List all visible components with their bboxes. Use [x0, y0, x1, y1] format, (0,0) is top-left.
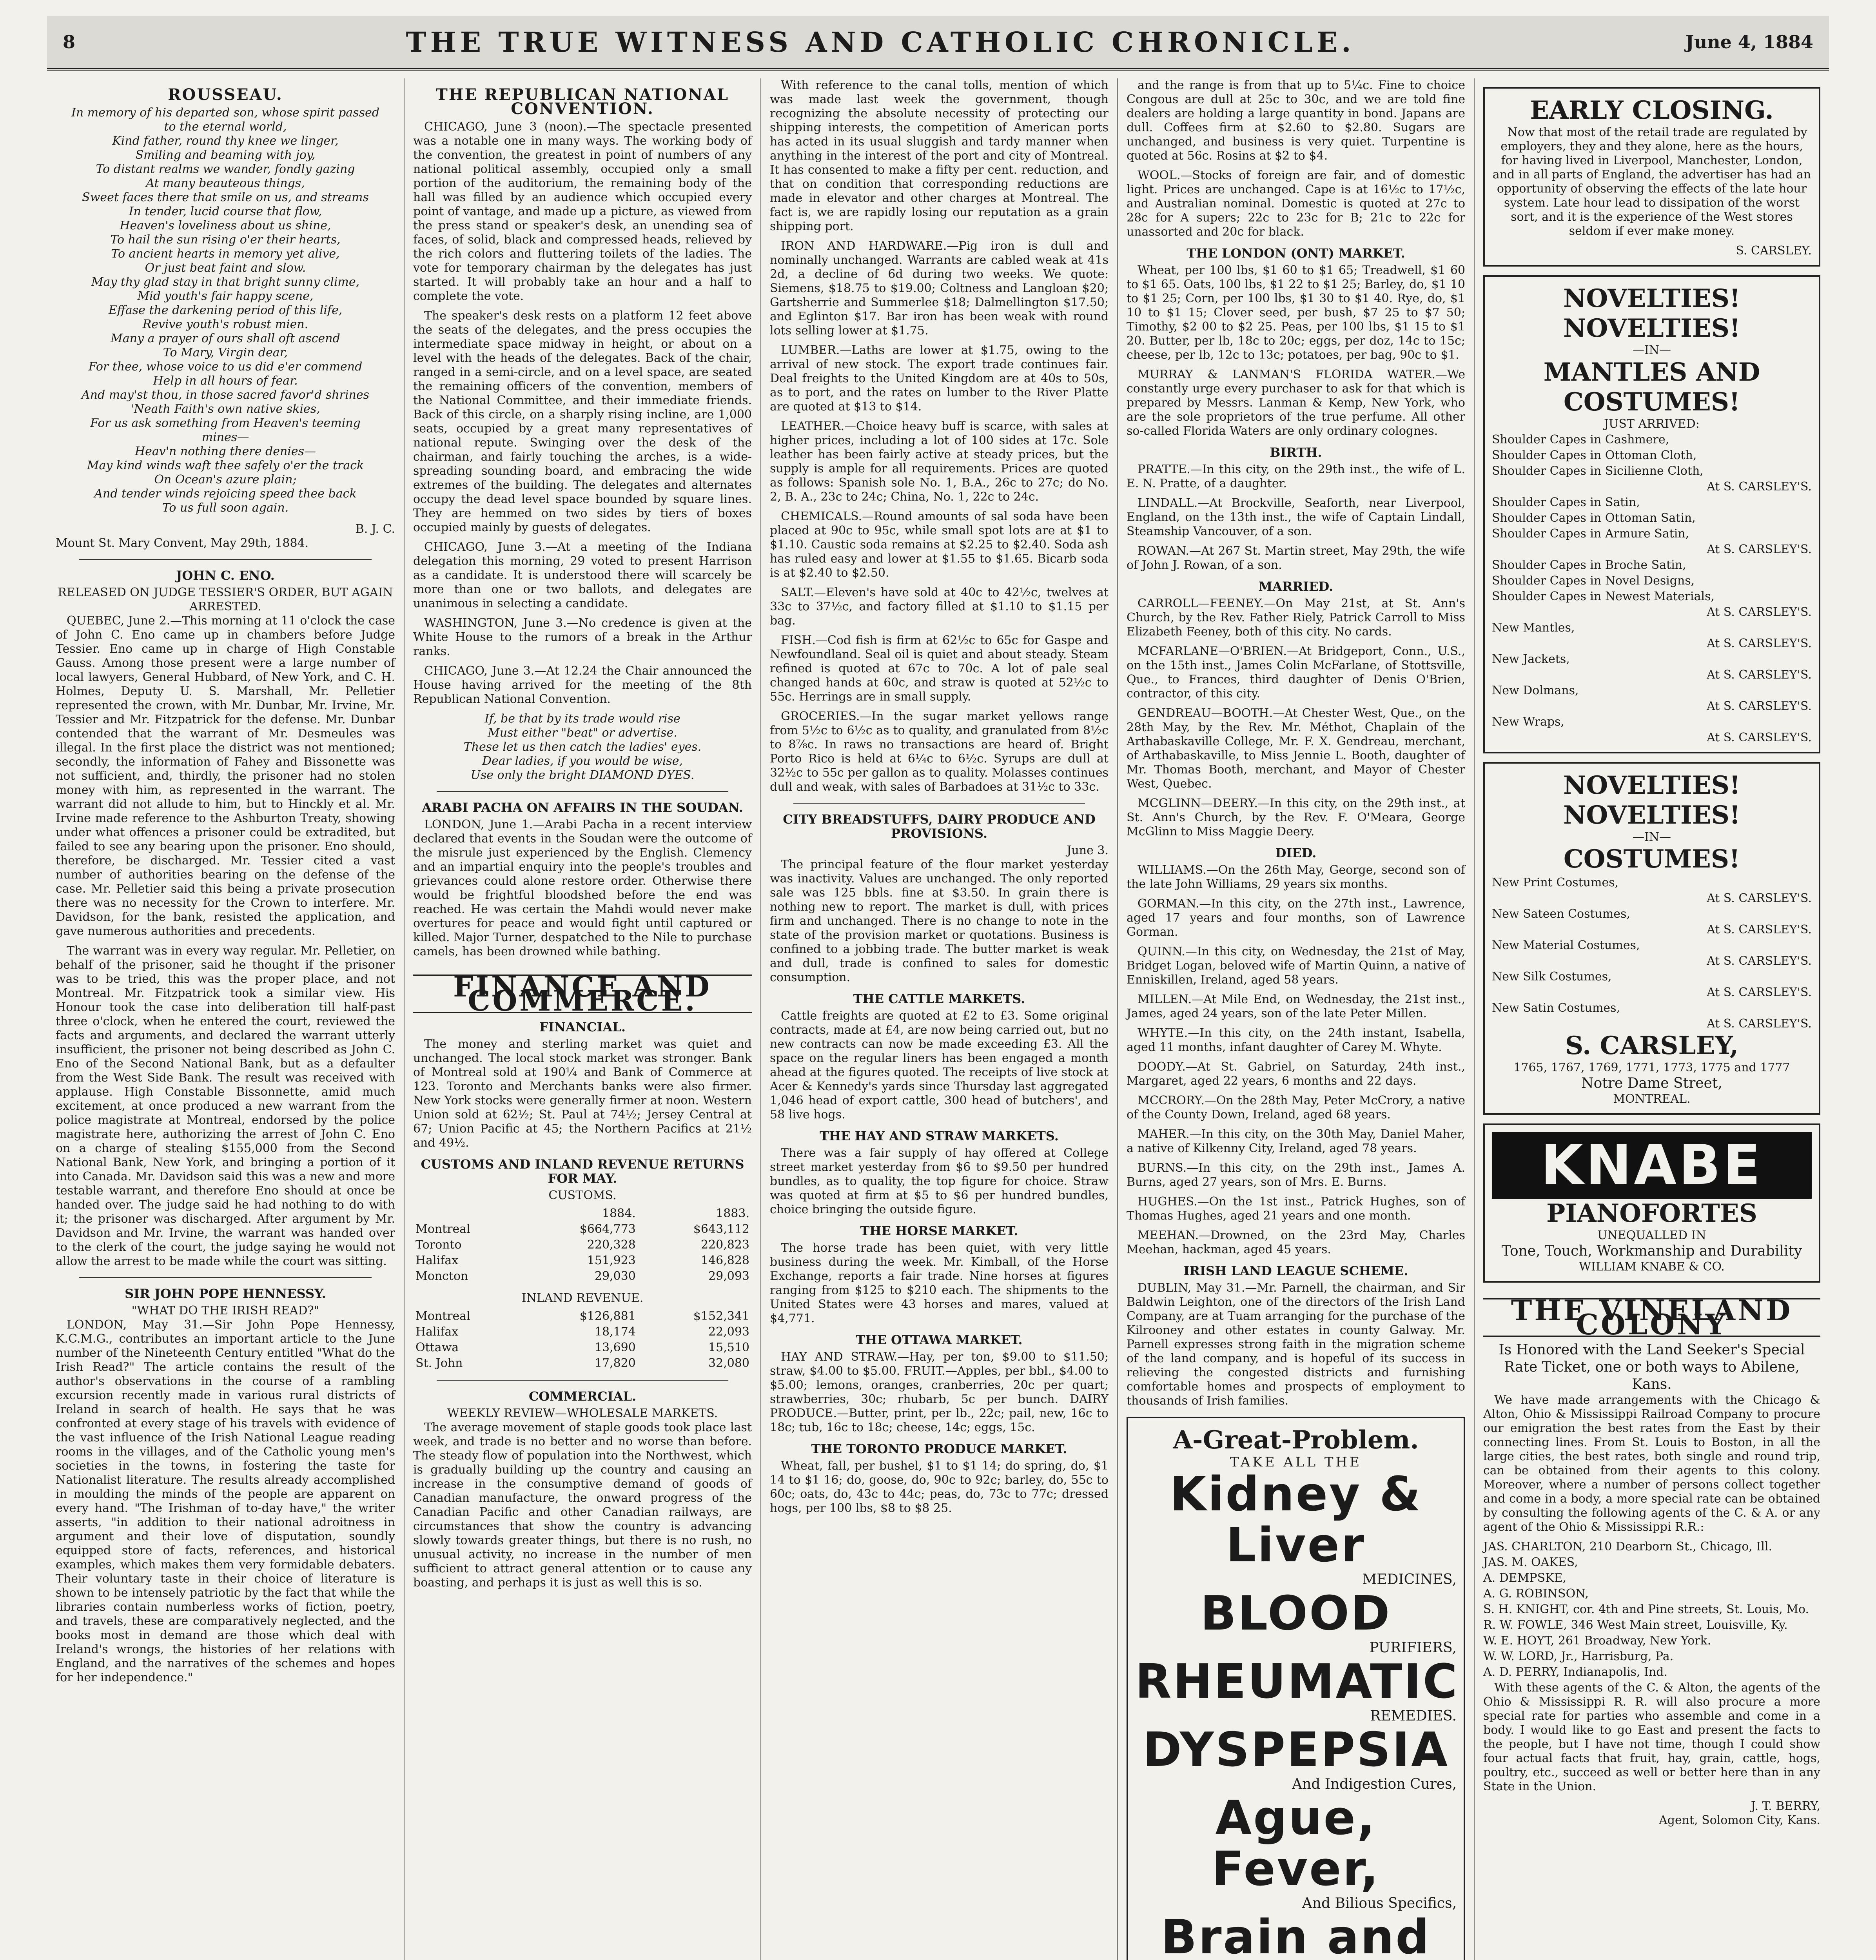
agent-list-item: W. E. HOYT, 261 Broadway, New York. [1483, 1634, 1711, 1648]
vineland-headline: THE VINELAND COLONY [1483, 1298, 1820, 1337]
article-paragraph: FISH.—Cod fish is firm at 62½c to 65c for Gaspe and Newfoundland. Seal oil is quiet and about steady. Steam refined is quoted at 67c to 70c. A lot of pale seal changed hands at 60c, and straw is quoted at 52½c to 55c. Herrings are in small supply. [770, 633, 1109, 704]
ad-line: DYSPEPSIA [1142, 1723, 1449, 1777]
inland-revenue-table [413, 1308, 752, 1371]
death-notice: WILLIAMS.—On the 26th May, George, second son of the late John Williams, 29 years six months. [1127, 863, 1465, 891]
carsley-costumes-ad [1483, 762, 1820, 1115]
list-item: Shoulder Capes in Satin, [1492, 495, 1640, 509]
table-row [413, 1221, 752, 1237]
notice-headline: EARLY CLOSING. [1530, 96, 1774, 125]
list-item: Shoulder Capes in Broche Satin, [1492, 558, 1686, 572]
poem-dateline: Mount St. Mary Convent, May 29th, 1884. [56, 536, 309, 550]
breadstuffs-date: June 3. [1067, 844, 1109, 857]
horse-headline: THE HORSE MARKET. [860, 1223, 1018, 1238]
table-row [413, 1253, 752, 1269]
divider [437, 791, 728, 792]
article-paragraph: LUMBER.—Laths are lower at $1.75, owing to the arrival of new stock. The export trade continues fair. Deal freights to the United Kingdom are at 40s to 50s, as to port, and the rates on lumber to the River Platte are quoted at $13 to $14. [770, 343, 1109, 414]
article-paragraph: Wheat, per 100 lbs, $1 60 to $1 65; Treadwell, $1 60 to $1 65. Oats, 100 lbs, $1 22 to $1 25; Barley, do, $1 10 to $1 25; Corn, per 100 lbs, $1 30 to $1 40. Rye, do, $1 10 to $1 15; Clover seed, per bush, $7 25 to $7 50; Timothy, $2 00 to $2 25. Peas, per 100 lbs, $1 15 to $1 20. Butter, per lb, 18c to 20c; eggs, per doz, 14c to 15c; cheese, per lb, 12c to 13c; potatoes, per bag, 90c to $1. [1127, 263, 1465, 362]
table-cell: 17,820 [594, 1356, 636, 1370]
year-header: 1884. [602, 1207, 636, 1220]
article-paragraph: CHICAGO, June 3.—At a meeting of the Indiana delegation this morning, 29 voted to present Harrison as a candidate. It is understood there will scarcely be more than one or two ballots, and delegates are unanimous in selecting a candidate. [413, 540, 752, 610]
article-subhead-eno: RELEASED ON JUDGE TESSIER'S ORDER, BUT AGAIN ARRESTED. [58, 586, 393, 613]
marriage-notice: GENDREAU—BOOTH.—At Chester West, Que., on the 28th May, by the Rev. Mr. Méthot, Chaplain of the Arthabaskaville College, Mr. F. X. Gendreau, merchant, of Arthabaskaville, to Miss Jennie L. Booth, daughter of Mr. Thomas Booth, merchant, and Mayor of Chester West, Quebec. [1127, 706, 1465, 791]
divider [79, 1277, 372, 1278]
ad-line: Ague, Fever, [1212, 1791, 1380, 1896]
ad-line: PIANOFORTES [1546, 1199, 1757, 1228]
death-notice: DOODY.—At St. Gabriel, on Saturday, 24th inst., Margaret, aged 22 years, 6 months and 22 days. [1127, 1060, 1465, 1088]
knabe-logo: KNABE [1492, 1132, 1812, 1199]
toronto-headline: THE TORONTO PRODUCE MARKET. [811, 1441, 1067, 1456]
table-cell: 220,823 [700, 1238, 749, 1252]
article-paragraph: LEATHER.—Choice heavy buff is scarce, with sales at higher prices, including a lot of 100 sides at 17c. Sole leather has been fairly active at steady prices, but the supply is ample for all requirements. Prices are quoted as follows: Spanish sole No. 1, B.A., 26c to 27c; do No. 2, B. A., 23c to 24c; China, No. 1, 22c to 24c. [770, 419, 1109, 504]
ad-line: PURIFIERS, [1369, 1640, 1457, 1656]
death-notice: MCCRORY.—On the 28th May, Peter McCrory, a native of the County Down, Ireland, aged 68 years. [1127, 1094, 1465, 1122]
commercial-subhead: WEEKLY REVIEW—WHOLESALE MARKETS. [447, 1406, 718, 1420]
list-item: Shoulder Capes in Ottoman Satin, [1492, 511, 1696, 525]
ad-line: At S. CARSLEY'S. [1707, 1017, 1812, 1031]
carsley-address: 1765, 1767, 1769, 1771, 1773, 1775 and 1777 [1513, 1061, 1790, 1074]
article-paragraph: and the range is from that up to 5¼c. Fine to choice Congous are dull at 25c to 30c, and we are told fine dealers are holding a large quantity in bond. Japans are dull. Coffees firm at $2.60 to $2.80. Sugars are unchanged, and business is very quiet. Turpentine is quoted at 56c. Rosins at $2 to $4. [1127, 78, 1465, 163]
article-paragraph: IRON AND HARDWARE.—Pig iron is dull and nominally unchanged. Warrants are cabled weak at 41s 2d, a decline of 6d during two weeks. We quote: Siemens, $18.75 to $19.00; Coltness and Langloan $20; Gartsherrie and Summerlee $18; Dalmellington $17.50; and Eglinton $17. Bar iron has been weak with round lots selling lower at $1.75. [770, 239, 1109, 338]
article-paragraph: CHEMICALS.—Round amounts of sal soda have been placed at 90c to 95c, while small spot lots are at $1 to $1.10. Caustic soda remains at $2.25 to $2.40. Soda ash has ruled easy and lower at $1.55 to $1.65. Bicarb soda is at $2.40 to $2.50. [770, 510, 1109, 580]
carsley-mantles-ad [1483, 275, 1820, 753]
article-paragraph: CHICAGO, June 3.—At 12.24 the Chair announced the House having arrived for the meeting of the 8th Republican National Convention. [413, 664, 752, 706]
article-subhead-hennessy: "WHAT DO THE IRISH READ?" [131, 1304, 319, 1318]
customs-headline: CUSTOMS AND INLAND REVENUE RETURNS FOR MAY. [421, 1157, 744, 1186]
land-league-headline: IRISH LAND LEAGUE SCHEME. [1183, 1263, 1408, 1278]
list-item: Shoulder Capes in Newest Materials, [1492, 590, 1715, 603]
ad-headline: NOVELTIES! NOVELTIES! [1563, 771, 1740, 830]
divider [793, 803, 1085, 804]
vineland-subhead: Is Honored with the Land Seeker's Special Rate Ticket, one or both ways to Abilene, Kans. [1499, 1342, 1805, 1392]
table-cell: Montreal [415, 1222, 470, 1236]
ad-line: BLOOD [1200, 1586, 1392, 1641]
agent-list-item: A. DEMPSKE, [1483, 1571, 1566, 1585]
article-headline-eno: JOHN C. ENO. [176, 568, 275, 583]
ad-line: At S. CARSLEY'S. [1707, 954, 1812, 968]
article-paragraph: QUEBEC, June 2.—This morning at 11 o'clock the case of John C. Eno came up in chambers before Judge Tessier. Eno came up in charge of High Constable Gauss. Among those present were a large number of local lawyers, General Hubbard, of New York, and C. H. Holmes, Deputy U. S. Marshall, Mr. Pelletier represented the crown, with Mr. Dunbar, Mr. Irvine, Mr. Tessier and Mr. Fitzpatrick for the defense. Mr. Dunbar contended that the warrant of Mr. Desmeules was illegal. In the first place the district was not mentioned; secondly, the information of Fahey and Bissonette was not sufficient, and, thirdly, the prisoner had no stolen money with him, as represented in the warrant. The warrant did not allude to him, but to Hinckly et al. Mr. Irvine made reference to the Ashburton Treaty, showing under what offences a prisoner could be extradited, but failed to see any bearing upon the prisoner. Eno should, therefore, be discharged. Mr. Tessier cited a vast number of authorities bearing on the defense of the case. Mr. Pelletier said this being a private prosecution there was no necessity for the Crown to interfere. Mr. Davidson, for the bank, resisted the application, and gave numerous authorities and precedents. [56, 614, 395, 938]
ad-line: At S. CARSLEY'S. [1707, 923, 1812, 936]
agent-list-item: R. W. FOWLE, 346 West Main street, Louisville, Ky. [1483, 1618, 1788, 1632]
hop-bitters-advertisement [1127, 1417, 1465, 1960]
table-cell: 15,510 [708, 1341, 749, 1354]
year-header: 1883. [716, 1207, 749, 1220]
poem-signature: B. J. C. [355, 522, 395, 536]
marriage-notice: MCGLINN—DEERY.—In this city, on the 29th inst., at St. Ann's Church, by the Rev. F. O'Meara, George McGlinn to Miss Maggie Deery. [1127, 797, 1465, 838]
table-cell: $643,112 [693, 1222, 749, 1236]
ad-line: And Bilious Specifics, [1302, 1895, 1457, 1911]
florida-water-notice: MURRAY & LANMAN'S FLORIDA WATER.—We constantly urge every purchaser to ask for that which is prepared by Messrs. Lanman & Kemp, New York, who are the sole proprietors of the true perfume. All other so-called Florida Waters are only ordinary colognes. [1127, 368, 1465, 438]
article-headline-arabi: ARABI PACHA ON AFFAIRS IN THE SOUDAN. [422, 800, 743, 815]
article-paragraph: The speaker's desk rests on a platform 12 feet above the seats of the delegates, and the press occupies the intermediate space midway in height, or about on a level with the heads of the delegates. Back of the chair, ranged in a semi-circle, and on a level space, are seated the remaining officers of the convention, members of the National Committee, and their immediate friends. Back of this circle, on a sharply rising incline, are 1,000 seats, occupied by a great many representatives of national repute. Swinging over the desk of the chairman, and fairly touching the arches, is a wide-spreading sounding board, and embracing the wide extremes of the building. The delegates and alternates occupy the dead level space bounded by square lines. They are hemmed on two sides by tiers of boxes occupied mainly by guests of delegates. [413, 309, 752, 534]
ad-line: RHEUMATIC [1135, 1655, 1459, 1709]
section-header-finance: FINANCE AND COMMERCE. [413, 975, 752, 1013]
list-item: New Material Costumes, [1492, 938, 1640, 952]
death-notice: MAHER.—In this city, on the 30th May, Daniel Maher, a native of Kilkenny City, Ireland, aged 78 years. [1127, 1127, 1465, 1155]
page-columns [47, 78, 1829, 1960]
list-item: Shoulder Capes in Cashmere, [1492, 433, 1669, 446]
divider [79, 559, 372, 560]
subsection-financial: FINANCIAL. [539, 1020, 626, 1034]
ad-line: At S. CARSLEY'S. [1707, 668, 1812, 682]
article-paragraph: The average movement of staple goods took place last week, and trade is no better and no worse than before. The steady flow of population into the Northwest, which is gradually building up the country and causing an increase in the consumptive demand of goods of Canadian manufacture, the onward progress of the Canadian Pacific and other Canadian railways, are circumstances that show the country is advancing slowly towards greater things, but there is no rush, no unusual activity, no increase in the number of men sufficient to attract general attention or to cause any boasting, and perhaps it is just as well this is so. [413, 1421, 752, 1590]
ad-line: At S. CARSLEY'S. [1707, 891, 1812, 905]
article-paragraph: We have made arrangements with the Chicago & Alton, Ohio & Mississippi Railroad Company to procure our emigration the best rates from the East by their connecting lines. From St. Louis to Boston, in all the large cities, the best rates, both single and round trip, can be obtained from their agents to this colony. Moreover, where a number of persons collect together and come in a body, a more special rate can be obtained by consulting the following agents of the C. & A. or any agent of the Ohio & Mississippi R.R.: [1483, 1393, 1820, 1534]
column-2 [404, 78, 760, 1960]
ottawa-headline: THE OTTAWA MARKET. [856, 1332, 1023, 1347]
column-5 [1474, 78, 1829, 1960]
table-row [413, 1308, 752, 1324]
ad-line: TAKE ALL THE [1230, 1454, 1362, 1470]
table-cell: 220,328 [587, 1238, 636, 1252]
ad-line: At S. CARSLEY'S. [1707, 731, 1812, 744]
ad-line: Kidney & Liver [1170, 1467, 1422, 1573]
births-headline: BIRTH. [1270, 445, 1322, 460]
article-headline-hennessy: SIR JOHN POPE HENNESSY. [125, 1286, 326, 1301]
death-notice: QUINN.—In this city, on Wednesday, the 21st of May, Bridget Logan, beloved wife of Martin Quinn, a native of Enniskillen, Ireland, aged 58 years. [1127, 945, 1465, 987]
article-paragraph: The warrant was in every way regular. Mr. Pelletier, on behalf of the prisoner, said he thought if the prisoner was to be tried, this was the proper place, and not Montreal. Mr. Fitzpatrick took a similar view. His Honour took the case into deliberation till half-past three o'clock, when he entered the court, reviewed the facts and arguments, and declared the warrant utterly insufficient, the prisoner not being described as John C. Eno of the Second National Bank, but as a defaulter from the West Side Bank. The result was received with applause. High Constable Bissonnette, amid much excitement, at once produced a new warrant from the police magistrate at Montreal, endorsed by the police magistrate here, authorizing the arrest of John C. Eno on a charge of stealing $155,000 from the Second National Bank, New York, and bringing a portion of it into Canada. Mr. Davidson said this was a new and more testable warrant, and therefore Eno should at once be handed over. The judge said he had nothing to do with it; the prisoner was discharged. After argument by Mr. Davidson and Mr. Irvine, the warrant was handed over to the clerk of the court, the judge saying he would not allow the arrest to be made while the court was sitting. [56, 944, 395, 1268]
ad-line: —IN— [1632, 343, 1671, 357]
article-paragraph: WASHINGTON, June 3.—No credence is given at the White House to the rumors of a break in the Arthur ranks. [413, 616, 752, 658]
article-headline-convention: THE REPUBLICAN NATIONAL CONVENTION. [435, 85, 729, 118]
list-item: New Print Costumes, [1492, 876, 1619, 889]
notice-signature: S. CARSLEY. [1736, 244, 1812, 258]
page-number: 8 [63, 31, 76, 53]
table-cell: 18,174 [594, 1325, 636, 1339]
marriage-notice: CARROLL—FEENEY.—On May 21st, at St. Ann's Church, by the Rev. Father Riely, Patrick Carroll to Miss Elizabeth Feeney, both of this city. No cards. [1127, 597, 1465, 639]
section-header-commercial: COMMERCIAL. [528, 1389, 637, 1404]
list-item: Shoulder Capes in Sicilienne Cloth, [1492, 464, 1704, 478]
article-paragraph: LONDON, June 1.—Arabi Pacha in a recent interview declared that events in the Soudan were the outcome of the misrule just experienced by the English. Clemency and an impartial enquiry into the people's troubles and grievances could alone restore order. Otherwise there would be frightful bloodshed before the end was reached. He was certain the Mahdi would never make overtures for peace and would fight until captured or killed. Major Turner, despatched to the Nile to purchase camels, has been drowned while bathing. [413, 818, 752, 958]
list-item: Shoulder Capes in Novel Designs, [1492, 574, 1695, 588]
death-notice: BURNS.—In this city, on the 29th inst., James A. Burns, aged 27 years, son of Mrs. E. Burns. [1127, 1161, 1465, 1189]
ad-headline: A-Great-Problem. [1173, 1425, 1419, 1455]
table-cell: St. John [415, 1356, 463, 1370]
ad-line: At S. CARSLEY'S. [1707, 480, 1812, 494]
carsley-name: S. CARSLEY, [1565, 1031, 1738, 1060]
article-paragraph: WOOL.—Stocks of foreign are fair, and of domestic light. Prices are unchanged. Cape is at 16½c to 17½c, and Australian nominal. Domestic is quoted at 27c to 28c for A supers; 22c to 23c for B; 21c to 22c for unassorted and 20c for black. [1127, 169, 1465, 239]
poem-title: ROUSSEAU. [168, 85, 283, 104]
birth-notice: LINDALL.—At Brockville, Seaforth, near Liverpool, England, on the 13th inst., the wife of Captain Lindall, Steamship Vancouver, of a son. [1127, 496, 1465, 538]
article-paragraph: DUBLIN, May 31.—Mr. Parnell, the chairman, and Sir Baldwin Leighton, one of the directors of the Irish Land Company, are at Tuam arranging for the purchase of the Kilrooney and other estates in county Galway. Mr. Parnell expresses strong faith in the migration scheme of the land company, and is hopeful of its success in relieving the congested districts and furnishing comfortable homes and prospects of employment to thousands of Irish families. [1127, 1281, 1465, 1408]
marriage-notice: MCFARLANE—O'BRIEN.—At Bridgeport, Conn., U.S., on the 15th inst., James Colin McFarlane, of Stottsville, Que., to Frances, third daughter of Denis O'Brien, contractor, of this city. [1127, 644, 1465, 701]
list-item: New Mantles, [1492, 621, 1575, 635]
breadstuffs-headline: CITY BREADSTUFFS, DAIRY PRODUCE AND PROVISIONS. [783, 812, 1096, 841]
ad-line: At S. CARSLEY'S. [1707, 985, 1812, 999]
article-paragraph: GROCERIES.—In the sugar market yellows range from 5½c to 6½c as to quality, and granulated from 8½c to 8⅞c. In raws no transactions are heard of. Bright Porto Rico is held at 6¼c to 6½c. Syrups are dull at 32½c to 55c per gallon as to quality. Molasses continues dull and weak, with sales of Barbadoes at 31½c to 33c. [770, 710, 1109, 794]
table-cell: Montreal [415, 1309, 470, 1323]
poem-body: In memory of his departed son, whose spirit passed to the eternal world, Kind father, round thy knee we linger, Smiling and beaming with joy, To distant realms we wander, fondly gazing At many beauteous things, Sweet faces there that smile on us, and streams In tender, lucid course that flow, Heaven's loveliness about us shine, To hail the sun rising o'er their hearts, To ancient hearts in memory yet alive, Or just beat faint and slow. May thy glad stay in that bright sunny clime, Mid youth's fair happy scene, Effase the darkening period of this life, Revive youth's robust mien. Many a prayer of ours shall oft ascend To Mary, Virgin dear, For thee, whose voice to us did e'er commend Help in all hours of fear. And may'st thou, in those sacred favor'd shrines 'Neath Faith's own native skies, For us ask something from Heaven's teeming mines— Heav'n nothing there denies— May kind winds waft thee safely o'er the track On Ocean's azure plain; And tender winds rejoicing speed thee back To us full soon again. [71, 106, 379, 515]
table-cell: 22,093 [708, 1325, 749, 1339]
ad-line: UNEQUALLED IN [1597, 1229, 1706, 1242]
issue-date: June 4, 1884 [1685, 31, 1813, 53]
ad-line: —IN— [1632, 830, 1671, 844]
ad-line: WILLIAM KNABE & CO. [1579, 1260, 1725, 1274]
ad-line: At S. CARSLEY'S. [1707, 637, 1812, 650]
article-paragraph: There was a fair supply of hay offered at College street market yesterday from $6 to $9.50 per hundred bundles, as to quality, the top figure for choice. Straw was quoted at firm at $5 to $6 per hundred bundles, choice bringing the outside figure. [770, 1146, 1109, 1216]
knabe-piano-ad [1483, 1123, 1820, 1283]
list-item: New Dolmans, [1492, 684, 1579, 697]
death-notice: HUGHES.—On the 1st inst., Patrick Hughes, son of Thomas Hughes, aged 21 years and one month. [1127, 1195, 1465, 1223]
signoff-name: J. T. BERRY, [1751, 1799, 1820, 1813]
ad-line: At S. CARSLEY'S. [1707, 605, 1812, 619]
table-row [413, 1340, 752, 1356]
table-cell: 32,080 [708, 1356, 749, 1370]
customs-table [413, 1206, 752, 1284]
inland-subhead: INLAND REVENUE. [521, 1291, 644, 1305]
article-paragraph: HAY AND STRAW.—Hay, per ton, $9.00 to $11.50; straw, $4.00 to $5.00. FRUIT.—Apples, per bbl., $4.00 to $5.00; lemons, oranges, cranberries, 20c per quart; strawberries, 30c; rhubarb, 5c per bunch. DAIRY PRODUCE.—Butter, print, per lb., 22c; pail, new, 16c to 18c; tub, 16c to 18c; cheese, 14c; eggs, 15c. [770, 1350, 1109, 1434]
table-cell: 13,690 [594, 1341, 636, 1354]
article-paragraph: LONDON, May 31.—Sir John Pope Hennessy, K.C.M.G., contributes an important article to the June number of the Nineteenth Century entitled "What do the Irish Read?" The article contains the result of the author's observations in the course of a rambling excursion recently made in various rural districts of Ireland in search of health. He says that he was confronted at every stage of his travels with evidence of the vast influence of the Irish National League reading rooms in the villages, and of the Catholic young men's societies in the towns, in fostering the taste for Nationalist literature. The results already accomplished in moulding the minds of the people are apparent on every hand. "The Irishman of to-day have," the writer asserts, "in addition to their national adroitness in argument and their love of disputation, soundly equipped store of facts, references, and historical examples, which makes them very formidable debaters. Their voluntary taste in their choice of literature is shown to be intensely patriotic by the fact that while the libraries contain numberless works of fiction, poetry, and travels, these are comparatively neglected, and the books most in demand are those which deal with Ireland's wrongs, the histories of her relations with England, and the narratives of the schemes and hopes for her independence." [56, 1318, 395, 1684]
article-paragraph: With these agents of the C. & Alton, the agents of the Ohio & Mississippi R. R. will also procure a more special rate for parties who assemble and come in a body. I would like to go East and present the facts to the people, but I have not time, though I could show four actual facts that fruit, hay, grain, cattle, hogs, poultry, etc., succeed as well or better here than in any State in the Union. [1483, 1681, 1820, 1793]
table-cell: Ottawa [415, 1341, 459, 1354]
ad-line: MEDICINES, [1362, 1572, 1457, 1588]
table-header-row [413, 1206, 752, 1221]
list-item: New Sateen Costumes, [1492, 907, 1630, 921]
article-paragraph: Wheat, fall, per bushel, $1 to $1 14; do spring, do, $1 14 to $1 16; do, goose, do, 90c to 92c; barley, do, 55c to 60c; oats, do, 43c to 44c; peas, do, 73c to 77c; dressed hogs, per 100 lbs, $8 to $8 25. [770, 1459, 1109, 1515]
table-cell: Moncton [415, 1269, 468, 1283]
table-cell: Halifax [415, 1254, 459, 1267]
ad-line: JUST ARRIVED: [1604, 417, 1700, 431]
article-paragraph: CHICAGO, June 3 (noon).—The spectacle presented was a notable one in many ways. The working body of the convention, the greatest in point of numbers of any national political assembly, occupied only a small portion of the auditorium, the remaining body of the hall was filled by an audience which occupied every point of vantage, and made up a picture, as viewed from the press stand or speaker's desk, an unending sea of faces, of solid, black and compressed heads, relieved by the rich colors and fluttering toilets of the ladies. The vote for temporary chairman by the delegates has just started. It will probably take an hour and a half to complete the vote. [413, 120, 752, 303]
signoff-title: Agent, Solomon City, Kans. [1659, 1813, 1820, 1827]
ad-line: REMEDIES. [1370, 1708, 1457, 1724]
death-notice: GORMAN.—In this city, on the 27th inst., Lawrence, aged 17 years and four months, son of Lawrence Gorman. [1127, 897, 1465, 939]
list-item: Shoulder Capes in Ottoman Cloth, [1492, 448, 1697, 462]
article-paragraph: With reference to the canal tolls, mention of which was made last week the government, though recognizing the absolute necessity of protecting our shipping interests, the competition of American ports has acted in its usual sluggish and tardy manner when anything in the interest of the port and city of Montreal. It has consented to make a fifty per cent. reduction, and that on condition that corresponding reductions are made in elevator and other charges at Montreal. The fact is, we are rapidly losing our reputation as a grain shipping port. [770, 78, 1109, 233]
article-paragraph: The horse trade has been quiet, with very little business during the week. Mr. Kimball, of the Horse Exchange, reports a fair trade. Nine horses at figures ranging from $125 to $210 each. The shipments to the United States were 43 horses and mares, valued at $4,771. [770, 1241, 1109, 1325]
list-item: New Silk Costumes, [1492, 970, 1612, 984]
table-cell: $126,881 [579, 1309, 636, 1323]
ad-headline: NOVELTIES! NOVELTIES! [1563, 284, 1740, 343]
birth-notice: PRATTE.—In this city, on the 29th inst., the wife of L. E. N. Pratte, of a daughter. [1127, 463, 1465, 490]
article-paragraph: The money and sterling market was quiet and unchanged. The local stock market was stronger. Bank of Montreal sold at 190¼ and Bank of Commerce at 123. Toronto and Merchants banks were also firmer. New York stocks were generally firmer at noon. Western Union sold at 62½; St. Paul at 74½; Jersey Central at 67; Union Pacific at 45; the Northern Pacifics at 21½ and 49½. [413, 1037, 752, 1150]
table-cell: Halifax [415, 1325, 459, 1339]
table-row [413, 1356, 752, 1371]
hay-headline: THE HAY AND STRAW MARKETS. [820, 1129, 1059, 1143]
ad-headline: MANTLES AND COSTUMES! [1543, 358, 1760, 417]
ad-line: Brain and [1161, 1910, 1431, 1960]
agent-list-item: W. W. LORD, Jr., Harrisburg, Pa. [1483, 1650, 1674, 1663]
list-item: Shoulder Capes in Armure Satin, [1492, 527, 1689, 541]
ad-line: At S. CARSLEY'S. [1707, 543, 1812, 556]
ad-headline: COSTUMES! [1563, 844, 1740, 874]
table-cell: $664,773 [579, 1222, 636, 1236]
list-item: New Jackets, [1492, 652, 1570, 666]
list-item: New Satin Costumes, [1492, 1001, 1620, 1015]
table-cell: 151,923 [587, 1254, 636, 1267]
ad-line: Tone, Touch, Workmanship and Durability [1501, 1243, 1802, 1259]
agent-list-item: A. G. ROBINSON, [1483, 1587, 1589, 1601]
agent-list-item: S. H. KNIGHT, cor. 4th and Pine streets, St. Louis, Mo. [1483, 1602, 1809, 1616]
ad-line: At S. CARSLEY'S. [1707, 699, 1812, 713]
carsley-city: MONTREAL. [1613, 1092, 1691, 1106]
table-cell: Toronto [415, 1238, 462, 1252]
table-cell: 29,030 [594, 1269, 636, 1283]
divider [437, 1380, 728, 1381]
married-headline: MARRIED. [1258, 579, 1334, 594]
article-paragraph: The principal feature of the flour market yesterday was inactivity. Values are unchanged. The only reported sale was 125 bbls. fine at $3.50. In grain there is nothing new to report. The market is dull, with prices firm and unchanged. There is no change to note in the state of the provision market or quotations. Business is confined to a jobbing trade. The butter market is weak and dull, trade is confined to sales for domestic consumption. [770, 858, 1109, 984]
agent-list-item: JAS. M. OAKES, [1483, 1555, 1578, 1569]
notice-body: Now that most of the retail trade are regulated by employers, they and they alone, here as the hours, for having lived in Liverpool, Manchester, London, and in all parts of England, the advertiser has had an opportunity of observing the effects of the late hour system. Late hour lead to dissipation of the worst sort, and it is the experience of the West stores seldom if ever make money. [1492, 125, 1811, 238]
table-cell: $152,341 [693, 1309, 749, 1323]
list-item: New Wraps, [1492, 715, 1565, 729]
masthead [47, 16, 1829, 71]
london-market-headline: THE LONDON (ONT) MARKET. [1187, 246, 1405, 261]
customs-subhead: CUSTOMS. [548, 1189, 617, 1202]
diamond-dyes-verse: If, be that by its trade would rise Must either "beat" or advertise. These let us then catch the ladies' eyes. Dear ladies, if you would be wise, Use only the bright DIAMOND DYES. [463, 712, 702, 782]
death-notice: WHYTE.—In this city, on the 24th instant, Isabella, aged 11 months, infant daughter of Carey M. Whyte. [1127, 1026, 1465, 1054]
column-1 [47, 78, 404, 1960]
carsley-street: Notre Dame Street, [1581, 1075, 1722, 1091]
article-paragraph: SALT.—Eleven's have sold at 40c to 42½c, twelves at 33c to 37½c, and factory filled at $1.10 to $1.15 per bag. [770, 586, 1109, 628]
agent-list-item: A. D. PERRY, Indianapolis, Ind. [1483, 1665, 1668, 1679]
table-row [413, 1269, 752, 1284]
table-row [413, 1324, 752, 1340]
newspaper-title: THE TRUE WITNESS AND CATHOLIC CHRONICLE. [406, 25, 1355, 58]
death-notice: MILLEN.—At Mile End, on Wednesday, the 21st inst., James, aged 24 years, son of the late Peter Millen. [1127, 993, 1465, 1020]
ad-line: And Indigestion Cures, [1292, 1776, 1457, 1792]
cattle-headline: THE CATTLE MARKETS. [853, 991, 1025, 1006]
birth-notice: ROWAN.—At 267 St. Martin street, May 29th, the wife of John J. Rowan, of a son. [1127, 544, 1465, 572]
early-closing-notice [1483, 87, 1820, 267]
table-cell: 29,093 [708, 1269, 749, 1283]
column-3 [760, 78, 1117, 1960]
table-cell: 146,828 [700, 1254, 749, 1267]
table-row [413, 1237, 752, 1253]
agent-list-item: JAS. CHARLTON, 210 Dearborn St., Chicago, Ill. [1483, 1540, 1773, 1553]
column-4 [1117, 78, 1474, 1960]
death-notice: MEEHAN.—Drowned, on the 23rd May, Charles Meehan, hackman, aged 45 years. [1127, 1229, 1465, 1256]
article-paragraph: Cattle freights are quoted at £2 to £3. Some original contracts, made at £4, are now being carried out, but no new contracts can now be made exceeding £3. All the space on the regular liners has been engaged a month ahead at the figures quoted. The receipts of live stock at Acer & Kennedy's yards since Thursday last aggregated 1,046 head of export cattle, 300 head of butchers', and 58 live hogs. [770, 1009, 1109, 1122]
died-headline: DIED. [1275, 846, 1317, 860]
